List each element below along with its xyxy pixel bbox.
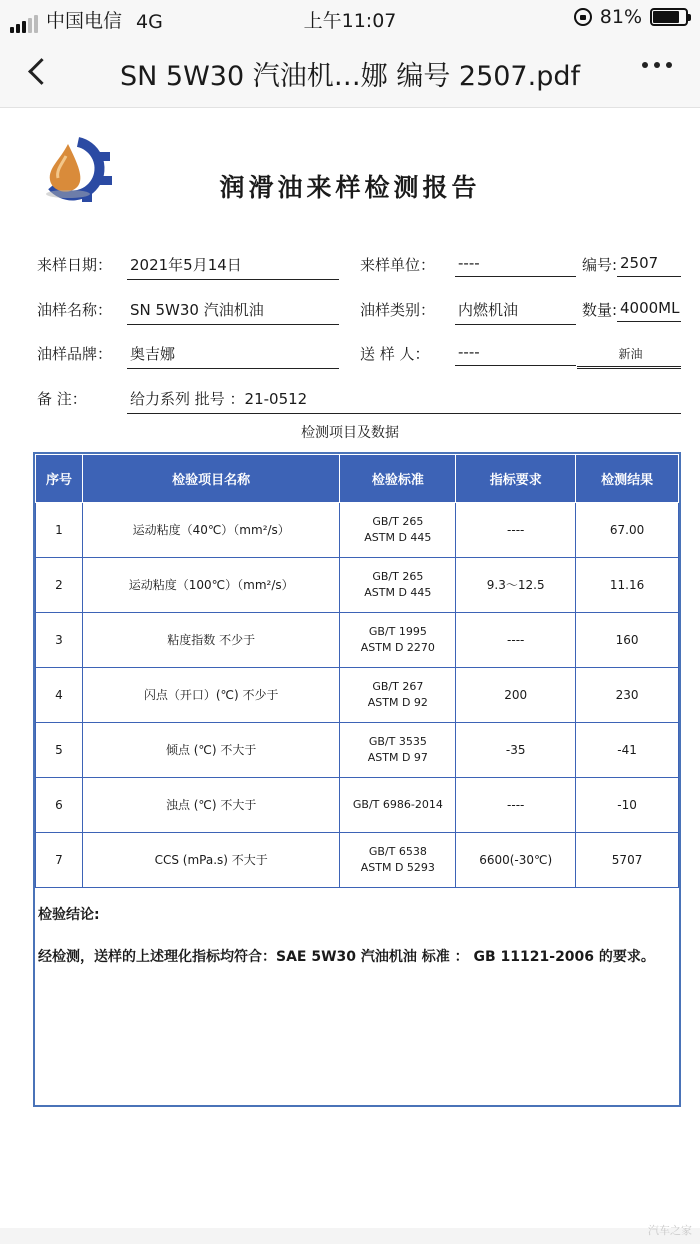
- header-item: 检验项目名称: [82, 455, 340, 503]
- cell-requirement: 200: [456, 668, 576, 723]
- sample-unit-value: ----: [455, 254, 576, 277]
- document-title: SN 5W30 汽油机…娜 编号 2507.pdf: [120, 61, 580, 92]
- table-row: [36, 778, 679, 833]
- pdf-page[interactable]: [0, 108, 700, 1228]
- standard-line-1: GB/T 6986-2014: [352, 798, 443, 811]
- sample-name-label: 油样名称：: [37, 301, 113, 319]
- quantity-value: 4000ML: [617, 299, 681, 322]
- battery-icon: [650, 8, 688, 26]
- standard-line-1: GB/T 3535: [368, 735, 427, 748]
- cell-no: 5: [36, 723, 83, 778]
- cell-item: CCS (mPa.s) 不大于: [82, 833, 340, 888]
- cell-item: 运动粘度（100℃）（mm²/s）: [82, 558, 340, 613]
- cell-result: 11.16: [576, 558, 679, 613]
- cell-item: 倾点 (℃) 不大于: [82, 723, 340, 778]
- test-results-table: [33, 452, 681, 1107]
- standard-line-2: ASTM D 97: [367, 751, 428, 764]
- cell-result: -41: [576, 723, 679, 778]
- cell-standard: [340, 723, 456, 778]
- cell-standard: [340, 503, 456, 558]
- conclusion-block: [38, 904, 678, 988]
- oil-condition-value: 新油: [577, 345, 681, 369]
- status-right: [574, 6, 688, 28]
- sender-value: ----: [455, 343, 576, 366]
- cell-requirement: ----: [456, 778, 576, 833]
- serial-number-label: 编号:: [582, 256, 618, 274]
- cell-standard: [340, 613, 456, 668]
- sender-label: 送 样 人：: [360, 345, 430, 363]
- cell-item: 运动粘度（40℃）（mm²/s）: [82, 503, 340, 558]
- cell-requirement: -35: [456, 723, 576, 778]
- serial-number-value: 2507: [617, 254, 681, 277]
- header-requirement: 指标要求: [456, 455, 576, 503]
- cell-standard: [340, 833, 456, 888]
- status-time: 上午11:07: [303, 10, 397, 32]
- cell-standard: [340, 668, 456, 723]
- cell-result: 67.00: [576, 503, 679, 558]
- table-row: [36, 833, 679, 888]
- standard-line-1: GB/T 267: [372, 680, 424, 693]
- orientation-lock-icon: [574, 8, 592, 26]
- watermark: 汽车之家: [648, 1224, 692, 1237]
- remark-value: 给力系列 批号 ：21-0512: [127, 388, 681, 414]
- table-row: [36, 503, 679, 558]
- table-row: [36, 558, 679, 613]
- standard-line-2: ASTM D 445: [364, 531, 432, 544]
- cell-requirement: 9.3～12.5: [456, 558, 576, 613]
- standard-line-1: GB/T 6538: [368, 845, 427, 858]
- cell-item: 粘度指数 不少于: [82, 613, 340, 668]
- battery-percent: 81%: [599, 6, 642, 28]
- cell-requirement: ----: [456, 503, 576, 558]
- sample-name-value: SN 5W30 汽油机油: [127, 299, 339, 325]
- standard-line-1: GB/T 1995: [368, 625, 427, 638]
- cell-result: -10: [576, 778, 679, 833]
- remark-label: 备 注：: [37, 390, 87, 408]
- standard-line-2: ASTM D 92: [367, 696, 428, 709]
- conclusion-text: 经检测，送样的上述理化指标均符合：SAE 5W30 汽油机油 标准 ： GB 11121-2006 的要求。: [38, 949, 655, 965]
- table-header-row: [36, 455, 679, 503]
- cell-no: 4: [36, 668, 83, 723]
- standard-line-2: ASTM D 445: [364, 586, 432, 599]
- cell-no: 2: [36, 558, 83, 613]
- cell-result: 5707: [576, 833, 679, 888]
- table-row: [36, 668, 679, 723]
- cell-no: 1: [36, 503, 83, 558]
- cell-result: 160: [576, 613, 679, 668]
- sample-date-label: 来样日期：: [37, 256, 113, 274]
- sample-date-value: 2021年5月14日: [127, 254, 339, 280]
- report-title: 润滑油来样检测报告: [219, 173, 481, 202]
- sample-brand-value: 奥吉娜: [127, 343, 339, 369]
- cell-no: 3: [36, 613, 83, 668]
- sample-unit-label: 来样单位：: [360, 256, 436, 274]
- sample-type-label: 油样类别：: [360, 301, 436, 319]
- cell-item: 闪点（开口）(℃) 不少于: [82, 668, 340, 723]
- cell-requirement: 6600(-30℃): [456, 833, 576, 888]
- section-title: 检测项目及数据: [301, 425, 399, 441]
- navigation-bar: [0, 36, 700, 108]
- more-options-button[interactable]: [642, 62, 672, 68]
- conclusion-label: 检验结论:: [38, 907, 100, 923]
- header-result: 检测结果: [576, 455, 679, 503]
- cell-standard: [340, 558, 456, 613]
- table-row: [36, 723, 679, 778]
- standard-line-1: GB/T 265: [372, 570, 424, 583]
- sample-brand-label: 油样品牌：: [37, 345, 113, 363]
- header-standard: 检验标准: [340, 455, 456, 503]
- table-row: [36, 613, 679, 668]
- cell-item: 浊点 (℃) 不大于: [82, 778, 340, 833]
- header-no: 序号: [36, 455, 83, 503]
- standard-line-2: ASTM D 2270: [360, 641, 435, 654]
- cell-no: 6: [36, 778, 83, 833]
- cell-result: 230: [576, 668, 679, 723]
- sample-type-value: 内燃机油: [455, 299, 576, 325]
- quantity-label: 数量:: [582, 301, 618, 319]
- cell-standard: [340, 778, 456, 833]
- status-bar: [0, 0, 700, 36]
- network-type: 4G: [136, 11, 163, 33]
- cell-requirement: ----: [456, 613, 576, 668]
- back-button[interactable]: [22, 54, 58, 90]
- carrier-name: 中国电信: [46, 10, 123, 32]
- cell-no: 7: [36, 833, 83, 888]
- standard-line-1: GB/T 265: [372, 515, 424, 528]
- standard-line-2: ASTM D 5293: [360, 861, 435, 874]
